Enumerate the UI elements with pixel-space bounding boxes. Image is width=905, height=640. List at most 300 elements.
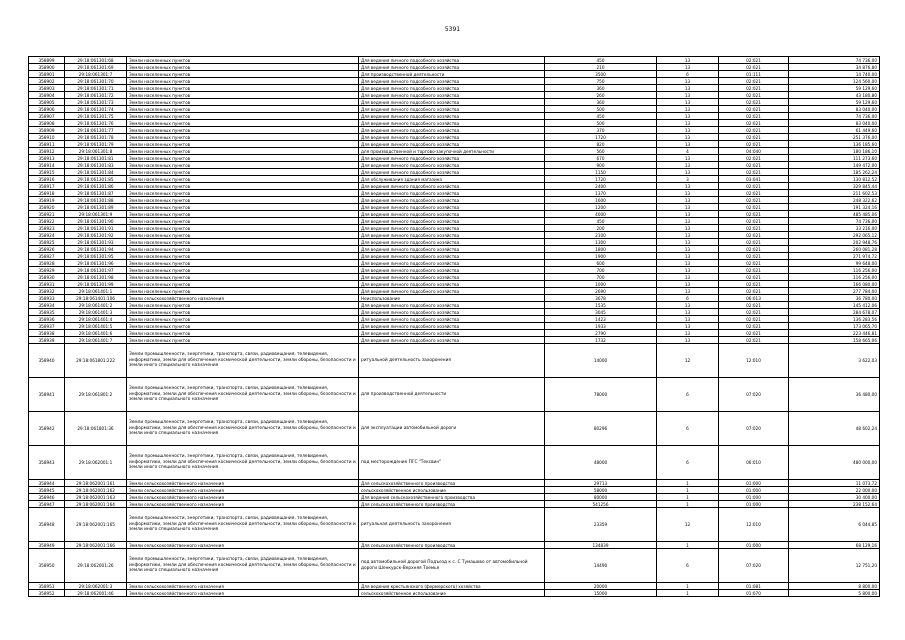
group-cell: 6 — [657, 295, 719, 302]
area-cell: 2100 — [545, 232, 657, 239]
land-category-cell: Земли населенных пунктов — [127, 176, 359, 183]
table-row — [29, 302, 880, 309]
area-cell: 700 — [545, 274, 657, 281]
cadastral-value-cell: 3 622,03 — [789, 344, 880, 378]
cadastral-number-cell: 29:18:061301:79 — [65, 141, 127, 148]
use-code-cell: 06:013 — [719, 295, 789, 302]
group-cell: 6 — [657, 412, 719, 446]
permitted-use-cell: Для обслуживания здания магазина — [359, 176, 545, 183]
permitted-use-cell: Для ведения сельскохозяйственного производства — [359, 494, 545, 501]
use-code-cell: 02:021 — [719, 288, 789, 295]
row-id-cell: 358936 — [29, 316, 65, 323]
area-cell: 1300 — [545, 239, 657, 246]
row-id-cell: 358930 — [29, 274, 65, 281]
area-cell: 2790 — [545, 330, 657, 337]
use-code-cell: 02:021 — [719, 225, 789, 232]
cadastral-value-cell: 14 740,00 — [789, 71, 880, 78]
table-row — [29, 281, 880, 288]
land-category-cell: Земли населенных пунктов — [127, 211, 359, 218]
area-cell: 4000 — [545, 211, 657, 218]
table-row — [29, 508, 880, 542]
row-id-cell: 358925 — [29, 239, 65, 246]
use-code-cell: 02:021 — [719, 218, 789, 225]
cadastral-value-cell: 34 876,80 — [789, 64, 880, 71]
area-cell: 450 — [545, 218, 657, 225]
permitted-use-cell: Для ведения личного подсобного хозяйства — [359, 337, 545, 344]
permitted-use-cell: Для ведения личного подсобного хозяйства — [359, 106, 545, 113]
area-cell: 3500 — [545, 71, 657, 78]
cadastral-value-cell: 223 446,81 — [789, 330, 880, 337]
area-cell: 500 — [545, 106, 657, 113]
permitted-use-cell: Для ведения личного подсобного хозяйства — [359, 162, 545, 169]
permitted-use-cell: Для ведения личного подсобного хозяйства — [359, 246, 545, 253]
group-cell: 4 — [657, 148, 719, 155]
row-id-cell: 358946 — [29, 494, 65, 501]
table-row — [29, 316, 880, 323]
cadastral-number-cell: 29:18:061301:88 — [65, 197, 127, 204]
cadastral-value-cell: 6 044,85 — [789, 508, 880, 542]
use-code-cell: 12:010 — [719, 344, 789, 378]
area-cell: 14000 — [545, 344, 657, 378]
group-cell: 13 — [657, 253, 719, 260]
use-code-cell: 02:021 — [719, 155, 789, 162]
land-category-cell: Земли населенных пунктов — [127, 71, 359, 78]
cadastral-number-cell: 29:18:061301:84 — [65, 169, 127, 176]
use-code-cell: 07:020 — [719, 412, 789, 446]
use-code-cell: 02:021 — [719, 232, 789, 239]
permitted-use-cell: Для ведения личного подсобного хозяйства — [359, 183, 545, 190]
table-row — [29, 169, 880, 176]
group-cell: 13 — [657, 218, 719, 225]
permitted-use-cell: Для ведения личного подсобного хозяйства — [359, 330, 545, 337]
row-id-cell: 358918 — [29, 190, 65, 197]
cadastral-number-cell: 29:18:061801:36 — [65, 412, 127, 446]
group-cell: 13 — [657, 330, 719, 337]
cadastral-number-cell: 29:18:061301:75 — [65, 113, 127, 120]
cadastral-value-cell: 251 376,00 — [789, 134, 880, 141]
land-category-cell: Земли сельскохозяйственного назначения — [127, 480, 359, 487]
row-id-cell: 358899 — [29, 57, 65, 64]
cadastral-value-cell: 74 736,00 — [789, 57, 880, 64]
land-category-cell: Земли населенных пунктов — [127, 246, 359, 253]
land-category-cell: Земли населенных пунктов — [127, 155, 359, 162]
cadastral-number-cell: 29:18:061301:85 — [65, 176, 127, 183]
cadastral-number-cell: 29:18:061301:86 — [65, 183, 127, 190]
use-code-cell: 02:021 — [719, 113, 789, 120]
table-row — [29, 162, 880, 169]
cadastral-number-cell: 29:18:062001:166 — [65, 542, 127, 549]
group-cell: 13 — [657, 309, 719, 316]
permitted-use-cell: Для ведения личного подсобного хозяйства — [359, 134, 545, 141]
permitted-use-cell: Неиспользование — [359, 295, 545, 302]
permitted-use-cell: Для ведения личного подсобного хозяйства — [359, 281, 545, 288]
cadastral-value-cell: 116 256,00 — [789, 274, 880, 281]
table-row — [29, 309, 880, 316]
area-cell: 541256 — [545, 501, 657, 508]
table-row — [29, 57, 880, 64]
group-cell: 13 — [657, 239, 719, 246]
table-row — [29, 190, 880, 197]
area-cell: 1800 — [545, 246, 657, 253]
permitted-use-cell: для производственной деятельности — [359, 378, 545, 412]
row-id-cell: 358915 — [29, 169, 65, 176]
use-code-cell: 02:021 — [719, 78, 789, 85]
row-id-cell: 358909 — [29, 127, 65, 134]
area-cell: 1000 — [545, 281, 657, 288]
permitted-use-cell: Для ведения личного подсобного хозяйства — [359, 197, 545, 204]
cadastral-value-cell: 59 129,60 — [789, 85, 880, 92]
cadastral-value-cell: 136 185,60 — [789, 141, 880, 148]
group-cell: 13 — [657, 323, 719, 330]
cadastral-value-cell: 8 800,00 — [789, 583, 880, 590]
table-row — [29, 542, 880, 549]
cadastral-value-cell: 329 845,44 — [789, 183, 880, 190]
permitted-use-cell: Для ведения личного подсобного хозяйства — [359, 239, 545, 246]
table-row — [29, 583, 880, 590]
cadastral-number-cell: 29:18:061301:92 — [65, 232, 127, 239]
group-cell: 13 — [657, 316, 719, 323]
land-category-cell: Земли населенных пунктов — [127, 316, 359, 323]
permitted-use-cell: Для ведения личного подсобного хозяйства — [359, 99, 545, 106]
cadastral-number-cell: 29:18:062001:163 — [65, 494, 127, 501]
use-code-cell: 02:021 — [719, 57, 789, 64]
land-category-cell: Земли населенных пунктов — [127, 92, 359, 99]
cadastral-value-cell: 248 322,62 — [789, 197, 880, 204]
land-category-cell: Земли населенных пунктов — [127, 134, 359, 141]
area-cell: 700 — [545, 267, 657, 274]
group-cell: 1 — [657, 480, 719, 487]
permitted-use-cell: Для сельскохозяйственного производства — [359, 542, 545, 549]
table-row — [29, 412, 880, 446]
land-category-cell: Земли населенных пунктов — [127, 57, 359, 64]
table-row — [29, 92, 880, 99]
table-row — [29, 197, 880, 204]
area-cell: 80296 — [545, 412, 657, 446]
cadastral-number-cell: 29:18:061301:77 — [65, 127, 127, 134]
use-code-cell: 01:000 — [719, 501, 789, 508]
land-category-cell: Земли населенных пунктов — [127, 127, 359, 134]
land-category-cell: Земли населенных пунктов — [127, 253, 359, 260]
cadastral-value-cell: 211 602,53 — [789, 190, 880, 197]
land-category-cell: Земли населенных пунктов — [127, 169, 359, 176]
row-id-cell: 358903 — [29, 85, 65, 92]
use-code-cell: 01:111 — [719, 71, 789, 78]
land-category-cell: Земли населенных пунктов — [127, 309, 359, 316]
cadastral-number-cell: 29:18:061801:222 — [65, 344, 127, 378]
row-id-cell: 358901 — [29, 71, 65, 78]
row-id-cell: 358923 — [29, 225, 65, 232]
table-row — [29, 487, 880, 494]
cadastral-number-cell: 29:18:061301:97 — [65, 267, 127, 274]
cadastral-value-cell: 116 256,00 — [789, 267, 880, 274]
permitted-use-cell: Для ведения личного подсобного хозяйства — [359, 141, 545, 148]
cadastral-value-cell: 83 040,00 — [789, 106, 880, 113]
permitted-use-cell: Для ведения личного подсобного хозяйства — [359, 288, 545, 295]
group-cell: 13 — [657, 134, 719, 141]
permitted-use-cell: Для сельскохозяйственного производства — [359, 501, 545, 508]
permitted-use-cell: Для ведения личного подсобного хозяйства — [359, 78, 545, 85]
land-category-cell: Земли населенных пунктов — [127, 162, 359, 169]
permitted-use-cell: Для ведения личного подсобного хозяйства — [359, 218, 545, 225]
area-cell: 450 — [545, 113, 657, 120]
group-cell: 13 — [657, 127, 719, 134]
cadastral-number-cell: 29:18:061401:6 — [65, 330, 127, 337]
table-row — [29, 330, 880, 337]
row-id-cell: 358911 — [29, 141, 65, 148]
table-row — [29, 260, 880, 267]
use-code-cell: 01:070 — [719, 590, 789, 597]
area-cell: 1370 — [545, 190, 657, 197]
group-cell: 3 — [657, 176, 719, 183]
row-id-cell: 358939 — [29, 337, 65, 344]
use-code-cell: 02:021 — [719, 239, 789, 246]
area-cell: 900 — [545, 162, 657, 169]
use-code-cell: 02:021 — [719, 211, 789, 218]
table-row — [29, 71, 880, 78]
cadastral-value-cell: 136 283,56 — [789, 316, 880, 323]
use-code-cell: 02:021 — [719, 190, 789, 197]
area-cell: 820 — [545, 141, 657, 148]
table-row — [29, 106, 880, 113]
use-code-cell: 01:081 — [719, 583, 789, 590]
cadastral-value-cell: 180 186,10 — [789, 148, 880, 155]
group-cell: 13 — [657, 183, 719, 190]
group-cell: 13 — [657, 197, 719, 204]
group-cell: 6 — [657, 446, 719, 480]
cadastral-value-cell: 61 449,60 — [789, 127, 880, 134]
table-row — [29, 323, 880, 330]
cadastral-number-cell: 29:18:061801:2 — [65, 378, 127, 412]
area-cell: 2690 — [545, 288, 657, 295]
group-cell: 13 — [657, 64, 719, 71]
cadastral-value-cell: 277 784,00 — [789, 288, 880, 295]
area-cell: 260 — [545, 92, 657, 99]
cadastral-value-cell: 238 152,64 — [789, 501, 880, 508]
use-code-cell: 02:021 — [719, 120, 789, 127]
area-cell: 1933 — [545, 323, 657, 330]
cadastral-number-cell: 29:18:061301:90 — [65, 218, 127, 225]
group-cell: 13 — [657, 99, 719, 106]
cadastral-number-cell: 29:18:061301:8 — [65, 148, 127, 155]
use-code-cell: 02:021 — [719, 127, 789, 134]
cadastral-number-cell: 29:18:062001:164 — [65, 501, 127, 508]
row-id-cell: 358902 — [29, 78, 65, 85]
table-row — [29, 446, 880, 480]
permitted-use-cell: под месторождение ПГС "Тексвин" — [359, 446, 545, 480]
area-cell: 1535 — [545, 302, 657, 309]
use-code-cell: 02:021 — [719, 302, 789, 309]
area-cell: 1732 — [545, 337, 657, 344]
permitted-use-cell: Для ведения личного подсобного хозяйства — [359, 267, 545, 274]
table-row — [29, 134, 880, 141]
group-cell: 13 — [657, 106, 719, 113]
row-id-cell: 358940 — [29, 344, 65, 378]
land-category-cell: Земли населенных пунктов — [127, 330, 359, 337]
cadastral-value-cell: 158 665,06 — [789, 337, 880, 344]
cadastral-number-cell: 29:18:061301:99 — [65, 281, 127, 288]
land-category-cell: Земли населенных пунктов — [127, 190, 359, 197]
cadastral-number-cell: 29:18:061401:5 — [65, 323, 127, 330]
area-cell: 3045 — [545, 309, 657, 316]
use-code-cell: 02:021 — [719, 323, 789, 330]
table-row — [29, 253, 880, 260]
cadastral-value-cell: 33 216,00 — [789, 225, 880, 232]
cadastral-number-cell: 29:18:061301:96 — [65, 260, 127, 267]
permitted-use-cell: Для ведения личного подсобного хозяйства — [359, 211, 545, 218]
area-cell: 560 — [545, 148, 657, 155]
cadastral-value-cell: 5 800,00 — [789, 590, 880, 597]
row-id-cell: 358912 — [29, 148, 65, 155]
permitted-use-cell: Для ведения личного подсобного хозяйства — [359, 323, 545, 330]
cadastral-number-cell: 29:18:062001:161 — [65, 480, 127, 487]
row-id-cell: 358931 — [29, 281, 65, 288]
land-category-cell: Земли населенных пунктов — [127, 85, 359, 92]
area-cell: 670 — [545, 155, 657, 162]
permitted-use-cell: ритуальная деятельность захоронения — [359, 508, 545, 542]
cadastral-number-cell: 29:18:062001:3 — [65, 583, 127, 590]
area-cell: 1423 — [545, 316, 657, 323]
area-cell: 14490 — [545, 549, 657, 583]
use-code-cell: 02:021 — [719, 316, 789, 323]
cadastral-number-cell: 29:18:061301:81 — [65, 155, 127, 162]
cadastral-value-cell: 124 560,00 — [789, 78, 880, 85]
cadastral-number-cell: 29:18:061401:2 — [65, 302, 127, 309]
area-cell: 1900 — [545, 253, 657, 260]
permitted-use-cell: Для ведения личного подсобного хозяйства — [359, 113, 545, 120]
land-category-cell: Земли сельскохозяйственного назначения — [127, 295, 359, 302]
group-cell: 13 — [657, 162, 719, 169]
area-cell: 29713 — [545, 480, 657, 487]
group-cell: 12 — [657, 344, 719, 378]
table-row — [29, 113, 880, 120]
cadastral-number-cell: 29:18:061401:3 — [65, 309, 127, 316]
cadastral-number-cell: 29:18:061401:4 — [65, 316, 127, 323]
group-cell: 13 — [657, 274, 719, 281]
use-code-cell: 02:021 — [719, 197, 789, 204]
table-row — [29, 246, 880, 253]
land-category-cell: Земли населенных пунктов — [127, 323, 359, 330]
cadastral-value-cell: 74 736,00 — [789, 113, 880, 120]
table-row — [29, 176, 880, 183]
permitted-use-cell: Для ведения личного подсобного хозяйства — [359, 225, 545, 232]
cadastral-number-cell: 29:18:062001:46 — [65, 590, 127, 597]
cadastral-number-cell: 29:18:061301:98 — [65, 274, 127, 281]
cadastral-value-cell: 130 812,52 — [789, 176, 880, 183]
group-cell: 12 — [657, 508, 719, 542]
table-row — [29, 549, 880, 583]
cadastral-number-cell: 29:18:061301:69 — [65, 64, 127, 71]
land-category-cell: Земли населенных пунктов — [127, 337, 359, 344]
row-id-cell: 358908 — [29, 120, 65, 127]
permitted-use-cell: Для ведения личного подсобного хозяйства — [359, 309, 545, 316]
land-category-cell: Земли населенных пунктов — [127, 218, 359, 225]
row-id-cell: 358944 — [29, 480, 65, 487]
cadastral-value-cell: 485 485,06 — [789, 211, 880, 218]
area-cell: 210 — [545, 64, 657, 71]
area-cell: 1150 — [545, 169, 657, 176]
cadastral-number-cell: 29:18:061301:94 — [65, 246, 127, 253]
row-id-cell: 358921 — [29, 211, 65, 218]
table-row — [29, 155, 880, 162]
row-id-cell: 358934 — [29, 302, 65, 309]
use-code-cell: 04:040 — [719, 148, 789, 155]
use-code-cell: 07:020 — [719, 549, 789, 583]
land-category-cell: Земли сельскохозяйственного назначения — [127, 501, 359, 508]
table-row — [29, 78, 880, 85]
group-cell: 6 — [657, 378, 719, 412]
group-cell: 1 — [657, 494, 719, 501]
land-category-cell: Земли населенных пунктов — [127, 232, 359, 239]
cadastral-value-cell: 284 678,07 — [789, 309, 880, 316]
permitted-use-cell: Для ведения личного подсобного хозяйства — [359, 260, 545, 267]
land-category-cell: Земли населенных пунктов — [127, 288, 359, 295]
table-row — [29, 274, 880, 281]
permitted-use-cell: ритуальной деятельность захоронения — [359, 344, 545, 378]
row-id-cell: 358949 — [29, 542, 65, 549]
area-cell: 15000 — [545, 590, 657, 597]
area-cell: 600 — [545, 260, 657, 267]
cadastral-number-cell: 29:18:062001:162 — [65, 487, 127, 494]
land-category-cell: Земли промышленности, энергетики, транспорта, связи, радиовещания, телевидения, информатики, земли для обеспечения космической деятельности, земли обороны, безопасности и земли иного специального назначения — [127, 508, 359, 542]
cadastral-number-cell: 29:18:061401:106 — [65, 295, 127, 302]
cadastral-value-cell: 292 065,12 — [789, 232, 880, 239]
permitted-use-cell: Для производственной деятельности — [359, 71, 545, 78]
group-cell: 13 — [657, 120, 719, 127]
area-cell: 58000 — [545, 487, 657, 494]
row-id-cell: 358952 — [29, 590, 65, 597]
cadastral-number-cell: 29:18:061301:78 — [65, 134, 127, 141]
group-cell: 13 — [657, 204, 719, 211]
row-id-cell: 358907 — [29, 113, 65, 120]
cadastral-value-cell: 166 080,00 — [789, 281, 880, 288]
cadastral-number-cell: 29:18:061301:9 — [65, 211, 127, 218]
group-cell: 13 — [657, 260, 719, 267]
table-row — [29, 590, 880, 597]
permitted-use-cell: Для ведения личного подсобного хозяйства — [359, 274, 545, 281]
row-id-cell: 358938 — [29, 330, 65, 337]
land-category-cell: Земли населенных пунктов — [127, 274, 359, 281]
table-row — [29, 127, 880, 134]
land-category-cell: Земли населенных пунктов — [127, 281, 359, 288]
area-cell: 1200 — [545, 204, 657, 211]
land-category-cell: Земли населенных пунктов — [127, 239, 359, 246]
table-row — [29, 204, 880, 211]
row-id-cell: 358906 — [29, 106, 65, 113]
cadastral-number-cell: 29:18:062001:165 — [65, 508, 127, 542]
cadastral-value-cell: 260 081,28 — [789, 246, 880, 253]
land-category-cell: Земли населенных пунктов — [127, 183, 359, 190]
permitted-use-cell: Для ведения крестьянского (фермерского) хозяйства — [359, 583, 545, 590]
row-id-cell: 358927 — [29, 253, 65, 260]
cadastral-number-cell: 29:18:061301:95 — [65, 253, 127, 260]
use-code-cell: 02:021 — [719, 92, 789, 99]
group-cell: 1 — [657, 583, 719, 590]
use-code-cell: 01:000 — [719, 542, 789, 549]
land-category-cell: Земли населенных пунктов — [127, 302, 359, 309]
permitted-use-cell: Для ведения личного подсобного хозяйства — [359, 169, 545, 176]
area-cell: 200 — [545, 225, 657, 232]
area-cell: 48000 — [545, 446, 657, 480]
group-cell: 1 — [657, 501, 719, 508]
land-category-cell: Земли промышленности, энергетики, транспорта, связи, радиовещания, телевидения, информатики, земли для обеспечения космической деятельности, земли обороны, безопасности и земли иного специального назначения — [127, 344, 359, 378]
group-cell: 13 — [657, 267, 719, 274]
cadastral-value-cell: 12 751,20 — [789, 549, 880, 583]
group-cell: 13 — [657, 211, 719, 218]
land-category-cell: Земли населенных пунктов — [127, 204, 359, 211]
group-cell: 13 — [657, 57, 719, 64]
permitted-use-cell: Для ведения личного подсобного хозяйства — [359, 155, 545, 162]
group-cell: 1 — [657, 487, 719, 494]
